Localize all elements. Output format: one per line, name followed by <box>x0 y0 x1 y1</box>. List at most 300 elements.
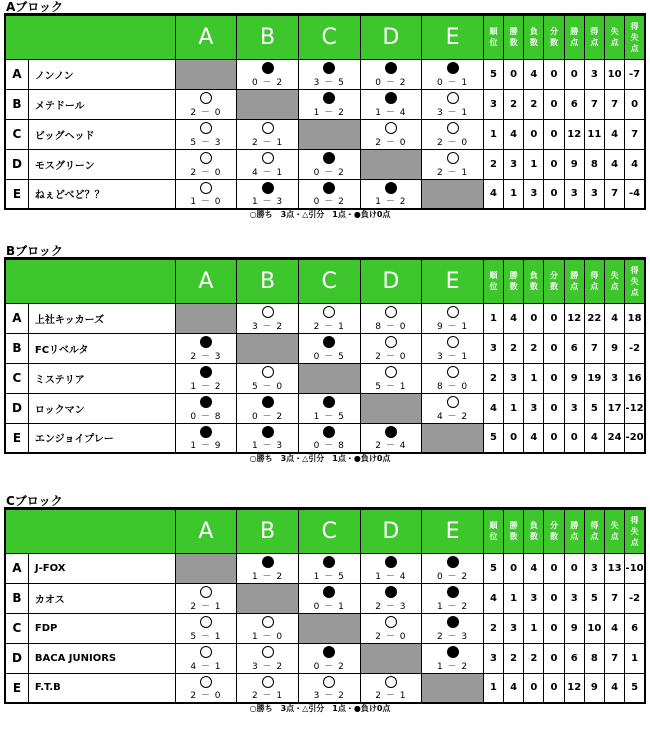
match-score: 5 － 0 <box>251 381 284 392</box>
loss-dot-icon <box>262 396 274 408</box>
match-result <box>422 119 484 149</box>
stat-value: 9 <box>564 363 584 393</box>
stat-value: 3 <box>504 363 524 393</box>
match-score: 2 － 1 <box>375 691 407 701</box>
diagonal-cell <box>237 333 299 363</box>
match-result <box>237 149 299 179</box>
match-score: 4 － 1 <box>190 661 222 672</box>
match-score: 8 － 0 <box>436 381 469 392</box>
match-score: 2 － 3 <box>190 351 222 362</box>
stat-value: 22 <box>584 303 604 333</box>
stat-value: 2 <box>524 333 544 363</box>
stat-header-char: 得 <box>590 27 599 37</box>
block-title: Cブロック <box>4 494 646 508</box>
column-header-stat <box>584 509 604 553</box>
team-name: 上社キッカーズ <box>28 303 175 333</box>
stat-value: 3 <box>504 613 524 643</box>
stat-header-char: 順 <box>489 271 498 281</box>
stat-value: 2 <box>483 363 503 393</box>
loss-dot-icon <box>323 556 335 568</box>
table-row <box>5 423 645 453</box>
match-result <box>175 643 237 673</box>
block-title: Bブロック <box>4 244 646 258</box>
column-header-team: A <box>175 509 237 553</box>
stat-value: 7 <box>604 89 624 119</box>
stat-value: 7 <box>625 119 645 149</box>
match-score: 2 － 4 <box>375 441 407 451</box>
header-corner <box>5 259 175 303</box>
loss-dot-icon <box>200 426 212 438</box>
stat-header-char: 勝 <box>509 271 518 281</box>
match-score: 1 － 9 <box>190 441 222 451</box>
stat-value: 7 <box>584 333 604 363</box>
stat-value: 9 <box>564 613 584 643</box>
stat-header-char: 数 <box>550 38 559 48</box>
column-header-stat <box>504 259 524 303</box>
match-result <box>422 333 484 363</box>
table-row <box>5 393 645 423</box>
stat-value: 0 <box>564 553 584 583</box>
match-score: 0 － 2 <box>436 571 469 582</box>
win-circle-icon <box>323 306 335 318</box>
match-score: 2 － 1 <box>190 601 222 612</box>
match-result <box>298 333 360 363</box>
column-header-stat <box>544 259 564 303</box>
loss-dot-icon <box>385 62 397 74</box>
stat-value: 18 <box>625 303 645 333</box>
team-name: ロックマン <box>28 393 175 423</box>
stat-value: 0 <box>504 423 524 453</box>
match-score: 4 － 1 <box>251 167 284 178</box>
stat-header-char: 点 <box>590 38 599 48</box>
win-circle-icon <box>262 152 274 164</box>
match-score: 4 － 2 <box>436 411 469 422</box>
column-header-stat <box>564 259 584 303</box>
team-name: BACA JUNIORS <box>28 643 175 673</box>
match-score: 1 － 2 <box>313 107 345 118</box>
diagonal-cell <box>360 643 422 673</box>
team-letter: E <box>5 673 28 703</box>
match-score: 1 － 5 <box>313 571 345 582</box>
match-result <box>237 673 299 703</box>
diagonal-cell <box>422 179 484 209</box>
match-result <box>175 89 237 119</box>
match-result <box>422 553 484 583</box>
stat-value: 3 <box>483 333 503 363</box>
stat-value: 0 <box>544 179 564 209</box>
match-result <box>298 643 360 673</box>
column-header-team: C <box>298 15 360 59</box>
diagonal-cell <box>175 303 237 333</box>
loss-dot-icon <box>262 426 274 438</box>
team-name: J-FOX <box>28 553 175 583</box>
match-score: 3 － 5 <box>313 77 345 88</box>
stat-header-char: 負 <box>529 271 538 281</box>
match-result <box>422 89 484 119</box>
stat-header-char: 順 <box>489 27 498 37</box>
match-result <box>237 553 299 583</box>
team-letter: D <box>5 643 28 673</box>
match-score: 1 － 2 <box>436 601 469 612</box>
match-result <box>360 303 422 333</box>
match-result <box>175 149 237 179</box>
stat-value: 5 <box>483 59 503 89</box>
stat-value: 10 <box>584 613 604 643</box>
match-score: 1 － 0 <box>251 631 284 642</box>
team-name: ビッグヘッド <box>28 119 175 149</box>
team-letter: A <box>5 59 28 89</box>
loss-dot-icon <box>323 646 335 658</box>
stat-header-char: 勝 <box>570 271 579 281</box>
column-header-team: D <box>360 509 422 553</box>
stat-header-char: 負 <box>529 521 538 531</box>
loss-dot-icon <box>385 556 397 568</box>
stat-value: 16 <box>625 363 645 393</box>
stat-header-char: 点 <box>630 537 639 547</box>
stat-header-char: 得 <box>630 515 639 525</box>
match-result <box>175 363 237 393</box>
match-score: 2 － 0 <box>190 107 222 118</box>
stat-value: 4 <box>504 119 524 149</box>
column-header-stat <box>584 259 604 303</box>
table-row <box>5 179 645 209</box>
match-result <box>237 179 299 209</box>
match-result <box>298 149 360 179</box>
stat-value: 0 <box>524 303 544 333</box>
stat-value: 17 <box>604 393 624 423</box>
diagonal-cell <box>298 119 360 149</box>
stat-value: 4 <box>524 553 544 583</box>
match-score: 5 － 1 <box>375 381 407 392</box>
stat-value: 2 <box>524 89 544 119</box>
stat-value: 7 <box>604 643 624 673</box>
stat-header-char: 負 <box>529 27 538 37</box>
column-header-team: C <box>298 509 360 553</box>
loss-dot-icon <box>385 92 397 104</box>
stat-header-char: 点 <box>630 287 639 297</box>
stat-value: 3 <box>524 583 544 613</box>
loss-dot-icon <box>447 616 459 628</box>
stat-header-char: 点 <box>590 282 599 292</box>
stat-value: 1 <box>504 583 524 613</box>
stat-value: 3 <box>524 179 544 209</box>
match-score: 0 － 1 <box>313 601 345 612</box>
match-result <box>298 553 360 583</box>
stat-value: -2 <box>625 583 645 613</box>
stat-value: 5 <box>483 423 503 453</box>
stat-value: 2 <box>483 613 503 643</box>
match-score: 5 － 3 <box>190 137 222 148</box>
stat-value: 12 <box>564 303 584 333</box>
stat-value: -20 <box>625 423 645 453</box>
stat-header-char: 失 <box>610 271 619 281</box>
match-result <box>422 149 484 179</box>
diagonal-cell <box>237 583 299 613</box>
stat-value: 4 <box>504 673 524 703</box>
stat-value: 9 <box>584 673 604 703</box>
stat-value: 3 <box>524 393 544 423</box>
stat-value: 0 <box>564 423 584 453</box>
match-score: 0 － 2 <box>251 411 284 422</box>
stat-header-char: 勝 <box>509 521 518 531</box>
stat-value: 1 <box>483 119 503 149</box>
stat-header-char: 点 <box>590 532 599 542</box>
stat-header-char: 分 <box>550 27 559 37</box>
stat-value: 4 <box>504 303 524 333</box>
stat-value: 3 <box>483 643 503 673</box>
stat-value: 2 <box>504 89 524 119</box>
team-letter: D <box>5 149 28 179</box>
stat-value: 24 <box>604 423 624 453</box>
match-score: 2 － 0 <box>375 137 407 148</box>
table-row <box>5 119 645 149</box>
match-result <box>422 393 484 423</box>
match-result <box>422 613 484 643</box>
stat-value: 1 <box>504 179 524 209</box>
loss-dot-icon <box>323 92 335 104</box>
stat-value: 0 <box>544 59 564 89</box>
match-result <box>360 673 422 703</box>
team-name: カオス <box>28 583 175 613</box>
win-circle-icon <box>385 306 397 318</box>
stat-header-char: 勝 <box>570 521 579 531</box>
table-row <box>5 89 645 119</box>
column-header-stat <box>524 15 544 59</box>
match-result <box>237 303 299 333</box>
match-score: 1 － 3 <box>251 441 284 451</box>
stat-value: 8 <box>584 643 604 673</box>
stat-value: -12 <box>625 393 645 423</box>
team-name: F.T.B <box>28 673 175 703</box>
stat-header-char: 数 <box>529 38 538 48</box>
match-result <box>237 423 299 453</box>
team-name: モスグリーン <box>28 149 175 179</box>
match-result <box>175 673 237 703</box>
match-score: 2 － 0 <box>375 351 407 362</box>
win-circle-icon <box>385 616 397 628</box>
win-circle-icon <box>385 366 397 378</box>
stat-value: 11 <box>584 119 604 149</box>
stat-value: 4 <box>584 423 604 453</box>
stat-value: 19 <box>584 363 604 393</box>
team-letter: B <box>5 89 28 119</box>
team-letter: A <box>5 553 28 583</box>
win-circle-icon <box>200 616 212 628</box>
stat-value: -4 <box>625 179 645 209</box>
stat-value: 7 <box>604 583 624 613</box>
match-result <box>360 89 422 119</box>
diagonal-cell <box>360 393 422 423</box>
column-header-team: E <box>422 15 484 59</box>
standings-table <box>4 508 646 704</box>
column-header-team: C <box>298 259 360 303</box>
win-circle-icon <box>447 336 459 348</box>
stat-value: 2 <box>524 643 544 673</box>
column-header-stat <box>625 259 645 303</box>
stat-header-char: 順 <box>489 521 498 531</box>
stat-header-char: 位 <box>489 282 498 292</box>
stat-header-char: 数 <box>529 282 538 292</box>
loss-dot-icon <box>385 426 397 438</box>
table-row <box>5 553 645 583</box>
points-legend: ○勝ち 3点・△引分 1点・●負け0点 <box>249 454 391 463</box>
stat-value: 6 <box>564 333 584 363</box>
stat-value: 0 <box>544 149 564 179</box>
loss-dot-icon <box>200 366 212 378</box>
stat-header-char: 数 <box>509 532 518 542</box>
stat-value: 3 <box>564 179 584 209</box>
match-result <box>175 393 237 423</box>
team-letter: D <box>5 393 28 423</box>
match-result <box>422 303 484 333</box>
column-header-team: E <box>422 259 484 303</box>
team-name: FCリベルタ <box>28 333 175 363</box>
table-row <box>5 149 645 179</box>
loss-dot-icon <box>323 426 335 438</box>
loss-dot-icon <box>447 646 459 658</box>
header-corner <box>5 509 175 553</box>
stat-value: 6 <box>625 613 645 643</box>
stat-value: 0 <box>544 423 564 453</box>
column-header-team: A <box>175 259 237 303</box>
table-row <box>5 613 645 643</box>
stat-value: 3 <box>584 553 604 583</box>
block-title: Aブロック <box>4 0 646 14</box>
stat-value: 4 <box>625 149 645 179</box>
win-circle-icon <box>447 122 459 134</box>
column-header-team: E <box>422 509 484 553</box>
team-letter: B <box>5 333 28 363</box>
match-score: 3 － 2 <box>251 661 284 672</box>
table-row <box>5 59 645 89</box>
win-circle-icon <box>447 152 459 164</box>
match-result <box>237 59 299 89</box>
stat-header-char: 失 <box>630 526 639 536</box>
stat-value: 3 <box>564 583 584 613</box>
diagonal-cell <box>298 613 360 643</box>
win-circle-icon <box>200 676 212 688</box>
stat-header-char: 得 <box>630 21 639 31</box>
stat-value: 4 <box>483 393 503 423</box>
stat-value: 7 <box>584 89 604 119</box>
stat-value: -10 <box>625 553 645 583</box>
stat-value: 5 <box>584 583 604 613</box>
match-result <box>175 583 237 613</box>
win-circle-icon <box>385 676 397 688</box>
stat-value: 1 <box>524 613 544 643</box>
loss-dot-icon <box>447 586 459 598</box>
stat-header-char: 点 <box>610 282 619 292</box>
match-score: 0 － 2 <box>375 77 407 88</box>
diagonal-cell <box>175 59 237 89</box>
match-score: 5 － 1 <box>190 631 222 642</box>
column-header-stat <box>604 259 624 303</box>
loss-dot-icon <box>200 336 212 348</box>
match-score: 2 － 0 <box>190 167 222 178</box>
points-legend: ○勝ち 3点・△引分 1点・●負け0点 <box>249 210 391 219</box>
match-result <box>237 613 299 643</box>
column-header-team: D <box>360 15 422 59</box>
stat-header-char: 点 <box>570 282 579 292</box>
match-score: 1 － 2 <box>436 661 469 672</box>
match-score: 0 － 2 <box>313 661 345 672</box>
stat-value: 4 <box>604 303 624 333</box>
match-score: 1 － 5 <box>313 411 345 422</box>
win-circle-icon <box>447 92 459 104</box>
win-circle-icon <box>200 92 212 104</box>
win-circle-icon <box>200 122 212 134</box>
match-result <box>298 59 360 89</box>
column-header-stat <box>625 509 645 553</box>
diagonal-cell <box>360 149 422 179</box>
stat-value: 8 <box>584 149 604 179</box>
table-row <box>5 643 645 673</box>
stat-value: 2 <box>504 643 524 673</box>
stat-value: 4 <box>524 423 544 453</box>
column-header-team: B <box>237 15 299 59</box>
stat-value: 10 <box>604 59 624 89</box>
stat-value: 3 <box>604 363 624 393</box>
table-row <box>5 673 645 703</box>
loss-dot-icon <box>323 396 335 408</box>
stat-value: 4 <box>483 179 503 209</box>
stat-value: 2 <box>504 333 524 363</box>
match-score: 0 － 1 <box>436 77 469 88</box>
match-result <box>298 179 360 209</box>
column-header-stat <box>564 15 584 59</box>
stat-value: 0 <box>544 363 564 393</box>
win-circle-icon <box>323 676 335 688</box>
loss-dot-icon <box>200 396 212 408</box>
team-letter: E <box>5 423 28 453</box>
match-score: 0 － 5 <box>313 351 345 362</box>
stat-value: 1 <box>504 393 524 423</box>
win-circle-icon <box>262 306 274 318</box>
match-result <box>237 119 299 149</box>
diagonal-cell <box>237 89 299 119</box>
stat-header-char: 点 <box>610 38 619 48</box>
match-score: 8 － 0 <box>375 321 407 332</box>
stat-header-char: 分 <box>550 521 559 531</box>
win-circle-icon <box>385 336 397 348</box>
standings-table <box>4 258 646 454</box>
match-result <box>237 643 299 673</box>
loss-dot-icon <box>385 586 397 598</box>
loss-dot-icon <box>262 62 274 74</box>
loss-dot-icon <box>323 62 335 74</box>
win-circle-icon <box>447 396 459 408</box>
stat-value: 4 <box>604 119 624 149</box>
stat-value: 5 <box>584 393 604 423</box>
stat-value: 6 <box>564 643 584 673</box>
match-result <box>237 393 299 423</box>
stat-header-char: 得 <box>590 521 599 531</box>
stat-value: 6 <box>564 89 584 119</box>
match-result <box>298 89 360 119</box>
stat-value: 0 <box>544 393 564 423</box>
column-header-stat <box>524 509 544 553</box>
loss-dot-icon <box>262 182 274 194</box>
table-row <box>5 303 645 333</box>
stat-header-char: 点 <box>630 43 639 53</box>
stat-value: 0 <box>524 119 544 149</box>
stat-value: 4 <box>604 613 624 643</box>
stat-header-char: 得 <box>590 271 599 281</box>
diagonal-cell <box>422 673 484 703</box>
standings-table <box>4 14 646 210</box>
column-header-stat <box>483 15 503 59</box>
stat-header-char: 勝 <box>570 27 579 37</box>
